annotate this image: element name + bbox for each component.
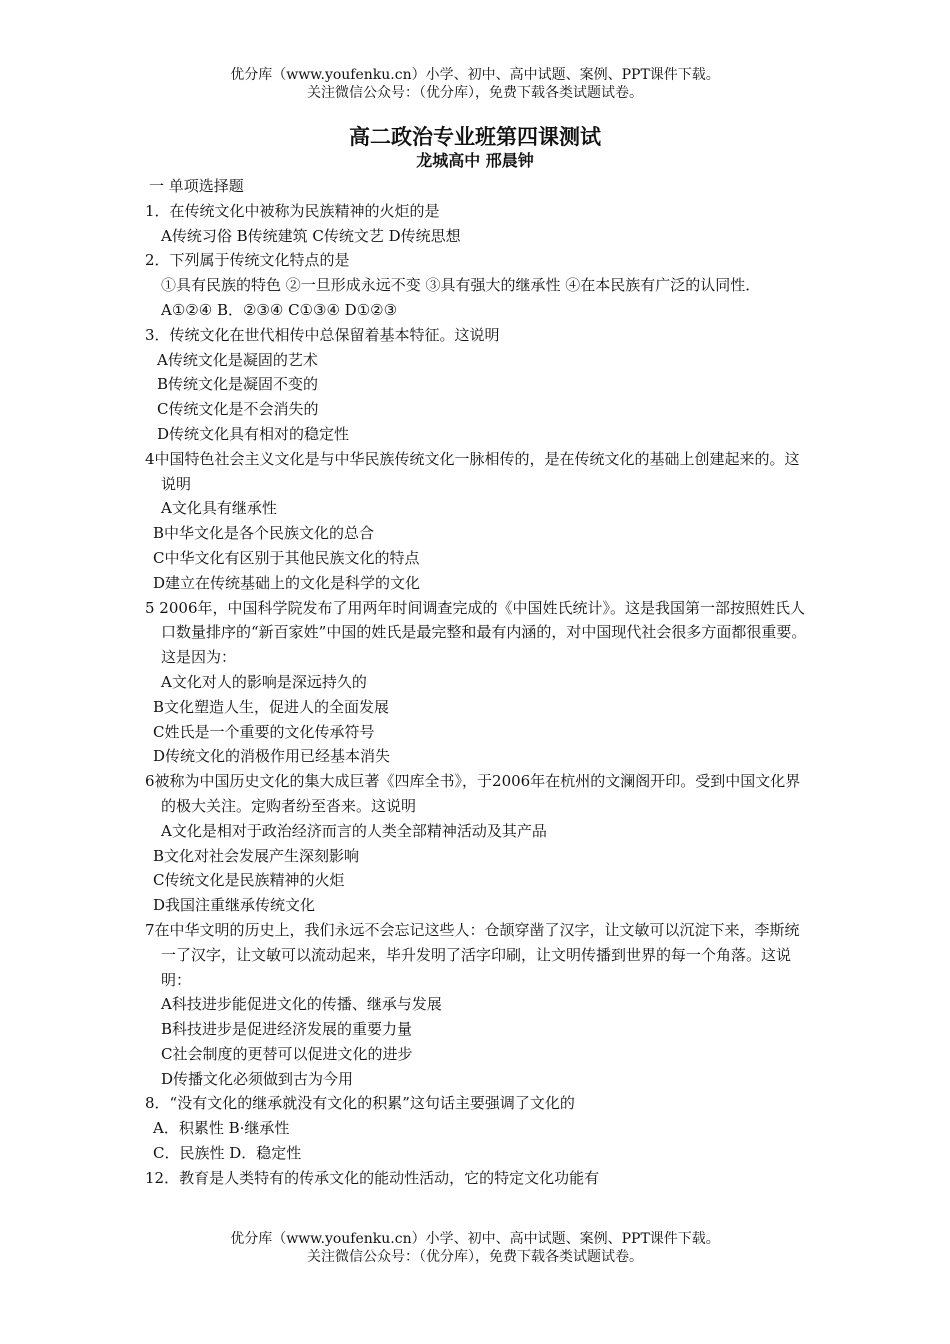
q8-options-cd: C．民族性 D．稳定性	[153, 1144, 302, 1163]
q4-option-d: D建立在传统基础上的文化是科学的文化	[153, 573, 421, 592]
q7-option-c: C社会制度的更替可以促进文化的进步	[161, 1044, 413, 1063]
q3-option-d: D传统文化具有相对的稳定性	[157, 424, 350, 443]
q5-option-c: C姓氏是一个重要的文化传承符号	[153, 722, 375, 741]
q6-stem: 6被称为中国历史文化的集大成巨著《四库全书》，于2006年在杭州的文澜阁开印。受到中国文化界的极大关注。定购者纷至沓来。这说明	[145, 772, 801, 815]
q5-option-d: D传统文化的消极作用已经基本消失	[153, 747, 391, 766]
q12-stem: 12．教育是人类特有的传承文化的能动性活动，它的特定文化功能有	[145, 1168, 600, 1187]
footer-line-2: 关注微信公众号：（优分库），免费下载各类试题试卷。	[307, 1249, 643, 1265]
q2-items: ①具有民族的特色 ②一旦形成永远不变 ③具有强大的继承性 ④在本民族有广泛的认同性．	[161, 276, 761, 295]
header-line-1: 优分库（www.youfenku.cn）小学、初中、高中试题、案例、PPT课件下载。	[230, 67, 720, 83]
header-line-2: 关注微信公众号：（优分库），免费下载各类试题试卷。	[307, 85, 643, 101]
q7-option-b: B科技进步是促进经济发展的重要力量	[161, 1020, 413, 1039]
q2-stem: 2．下列属于传统文化特点的是	[145, 251, 350, 270]
q4-stem: 4中国特色社会主义文化是与中华民族传统文化一脉相传的，是在传统文化的基础上创建起来的。这说明	[145, 449, 800, 493]
q5-stem: 5 2006年，中国科学院发布了用两年时间调查完成的《中国姓氏统计》。这是我国第一部按照姓氏人口数量排序的“新百家姓”中国的姓氏是最完整和最有内涵的，对中国现代社会很多方面都很重要。这是因为：	[145, 598, 807, 667]
q8-stem: 8．“没有文化的继承就没有文化的积累”这句话主要强调了文化的	[145, 1094, 575, 1113]
q2-options: A①②④ B．②③④ C①③④ D①②③	[161, 300, 398, 319]
q5-option-a: A文化对人的影响是深远持久的	[161, 672, 367, 691]
page-footer	[0, 1230, 950, 1266]
q3-option-a: A传统文化是凝固的艺术	[157, 350, 318, 369]
q7-option-a: A科技进步能促进文化的传播、继承与发展	[161, 995, 442, 1014]
page-title: 高二政治专业班第四课测试	[349, 124, 601, 149]
q8-options-ab: A．积累性 B·继承性	[153, 1119, 290, 1138]
q6-option-a: A文化是相对于政治经济而言的人类全部精神活动及其产品	[161, 821, 547, 840]
q3-option-b: B传统文化是凝固不变的	[157, 375, 319, 394]
q6-option-d: D我国注重继承传统文化	[153, 896, 316, 915]
footer-line-1: 优分库（www.youfenku.cn）小学、初中、高中试题、案例、PPT课件下载。	[230, 1231, 720, 1247]
page-subtitle: 龙城高中 邢晨钟	[416, 151, 534, 170]
q7-stem: 7在中华文明的历史上，我们永远不会忘记这些人：仓颉穿凿了汉字，让文敏可以沉淀下来，李斯统一了汉字，让文敏可以流动起来，毕升发明了活字印刷，让文明传播到世界的每一个角落。这说明：	[145, 920, 800, 989]
q7-option-d: D传播文化必须做到古为今用	[161, 1069, 354, 1088]
exam-content	[145, 174, 810, 1191]
q1-options: A传统习俗 B传统建筑 C传统文艺 D传统思想	[161, 226, 461, 245]
q4-option-b: B中华文化是各个民族文化的总合	[153, 524, 375, 543]
q5-option-b: B文化塑造人生，促进人的全面发展	[153, 697, 390, 716]
q3-stem: 3．传统文化在世代相传中总保留着基本特征。这说明	[145, 325, 500, 344]
section-heading: 一 单项选择题	[149, 177, 244, 195]
q3-option-c: C传统文化是不会消失的	[157, 400, 319, 419]
q4-option-a: A文化具有继承性	[161, 499, 277, 518]
q4-option-c: C中华文化有区别于其他民族文化的特点	[153, 548, 420, 567]
q1-stem: 1．在传统文化中被称为民族精神的火炬的是	[145, 201, 440, 220]
q6-option-b: B文化对社会发展产生深刻影响	[153, 846, 360, 865]
q6-option-c: C传统文化是民族精神的火炬	[153, 871, 345, 890]
page-header	[0, 66, 950, 102]
